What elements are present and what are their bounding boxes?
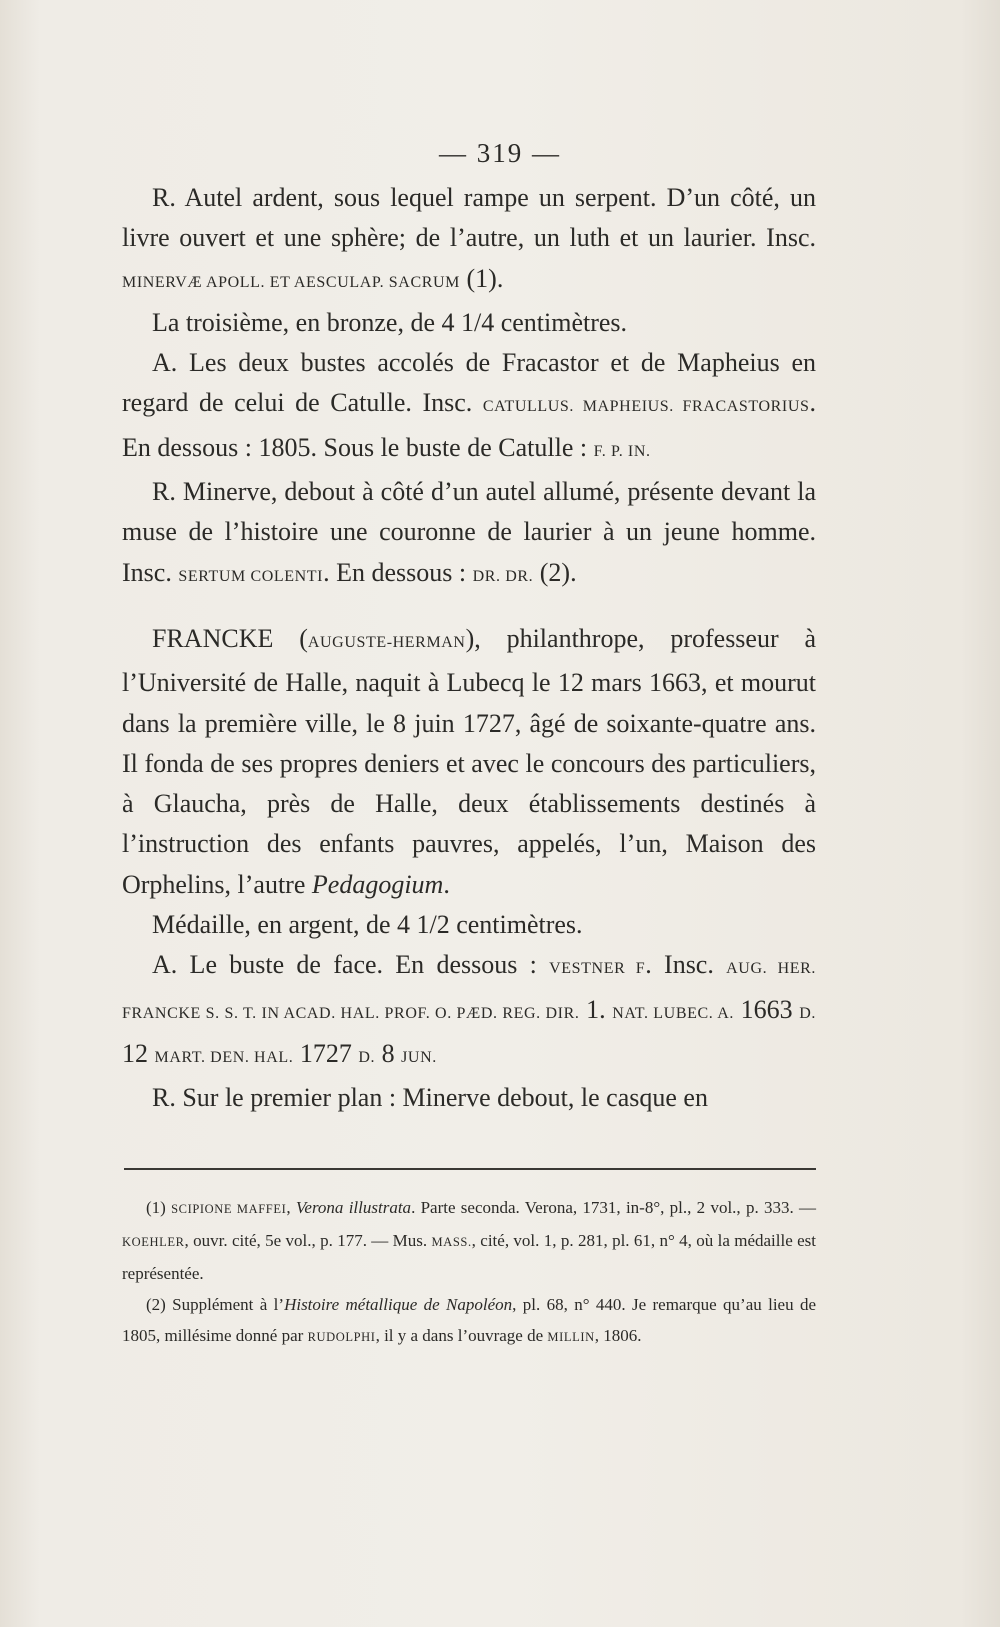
text-run: . Parte seconda. Verona, 1731, in-8°, pl., 2 vol., p. 333. —: [411, 1198, 816, 1217]
inscription: MINERVÆ APOLL. ET AESCULAP. SACRUM: [122, 273, 460, 291]
book-title: Verona illustrata: [295, 1198, 412, 1217]
book-title: Histoire métallique de Napoléon: [284, 1295, 513, 1314]
main-text: [122, 178, 816, 1119]
text-run: . En dessous : 1805. Sous le buste de Catulle :: [122, 388, 816, 462]
paragraph-reverse-altar: [122, 178, 816, 303]
footnote-1: [122, 1192, 816, 1289]
author-name: SCIPIONE MAFFEI: [171, 1202, 287, 1216]
text-run: ), philanthrope, professeur à l’Université de Halle, naquit à Lubecq le 12 mars 1663, et mourut dans la première ville, le 8 juin 1727, âgé de soixante-quatre ans. Il fonda de ses propres deniers et avec le concours des particuliers, à Glaucha, près de Halle, deux établissements destinés à l’instruction des enfants pauvres, appelés, l’un, Maison des Orphelins, l’autre: [122, 623, 816, 899]
text-run: , pl. 68, n° 440. Je remarque qu’au lieu de 1805, millésime donné par: [122, 1295, 817, 1345]
text-run: 1663: [733, 994, 800, 1024]
text-run: 12: [122, 1038, 155, 1068]
inscription: F. P. IN.: [593, 442, 651, 460]
text-run: .: [443, 869, 450, 899]
text-run: . Insc.: [645, 950, 727, 980]
text-run: , cité, vol. 1, p. 281, pl. 61, n° 4, où la médaille est représentée.: [122, 1231, 817, 1283]
paragraph-obverse-bust: [122, 945, 816, 1078]
inscription: D.: [799, 1004, 816, 1022]
text-run: A. Le buste de face. En dessous :: [152, 950, 550, 980]
paragraph-third-medal: La troisième, en bronze, de 4 1/4 centimètres.: [152, 307, 628, 337]
text-run: ,: [286, 1198, 296, 1217]
author-name: MILLIN: [547, 1330, 595, 1344]
inscription: JUN.: [401, 1048, 437, 1066]
page-number: — 319 —: [439, 138, 561, 168]
text-run: (1).: [460, 263, 504, 293]
footnote-2: [122, 1289, 816, 1353]
paragraph-obverse-busts: [122, 343, 816, 472]
text-run: (2).: [533, 557, 577, 587]
inscription: MART. DEN. HAL.: [154, 1048, 294, 1066]
text-run: FRANCKE (: [152, 623, 308, 653]
text-run: . En dessous :: [323, 557, 473, 587]
text-run: , il y a dans l’ouvrage de: [375, 1326, 548, 1345]
inscription: VESTNER F: [549, 960, 646, 978]
inscription: DR. DR.: [472, 567, 534, 585]
footnotes: [122, 1192, 816, 1353]
author-name: RUDOLPHI: [307, 1330, 376, 1344]
paragraph-reverse-minerva: [122, 472, 816, 597]
paragraph-reverse-start: R. Sur le premier plan : Minerve debout, le casque en: [152, 1083, 708, 1113]
text-run: , 1806.: [594, 1326, 642, 1345]
author-name: KOEHLER: [122, 1235, 185, 1249]
text-run: R. Autel ardent, sous lequel rampe un serpent. D’un côté, un livre ouvert et une sphère; de l’autre, un luth et un laurier. Insc.: [122, 183, 816, 253]
text-run: (2) Supplément à l’: [146, 1295, 285, 1314]
inscription: D.: [358, 1048, 376, 1066]
text-run: 8: [375, 1038, 402, 1068]
paragraph-francke-entry: [122, 619, 816, 905]
inscription: NAT. LUBEC. A.: [612, 1004, 734, 1022]
inscription: SERTUM COLENTI: [178, 567, 324, 585]
text-run: (1): [146, 1198, 172, 1217]
footnote-divider: [124, 1168, 816, 1170]
inscription: AUG. HER. FRANCKE S. S. T. IN ACAD. HAL. PROF. O. PÆD. REG. DIR.: [122, 960, 816, 1022]
person-name: AUGUSTE-HERMAN: [307, 633, 466, 651]
author-name: MASS.: [431, 1235, 472, 1249]
text-run: A. Les deux bustes accolés de Fracastor et de Mapheius en regard de celui de Catulle. Insc.: [122, 348, 816, 418]
text-run: 1727: [293, 1038, 359, 1068]
italic-term: Pedagogium: [311, 869, 444, 899]
paragraph-silver-medal: Médaille, en argent, de 4 1/2 centimètres.: [152, 910, 583, 940]
inscription: CATULLUS. MAPHEIUS. FRACASTORIUS: [482, 398, 810, 416]
text-run: , ouvr. cité, 5e vol., p. 177. — Mus.: [184, 1231, 432, 1250]
text-run: R. Minerve, debout à côté d’un autel allumé, présente devant la muse de l’histoire une couronne de laurier à un jeune homme. Insc.: [122, 477, 816, 587]
text-run: 1.: [579, 994, 613, 1024]
